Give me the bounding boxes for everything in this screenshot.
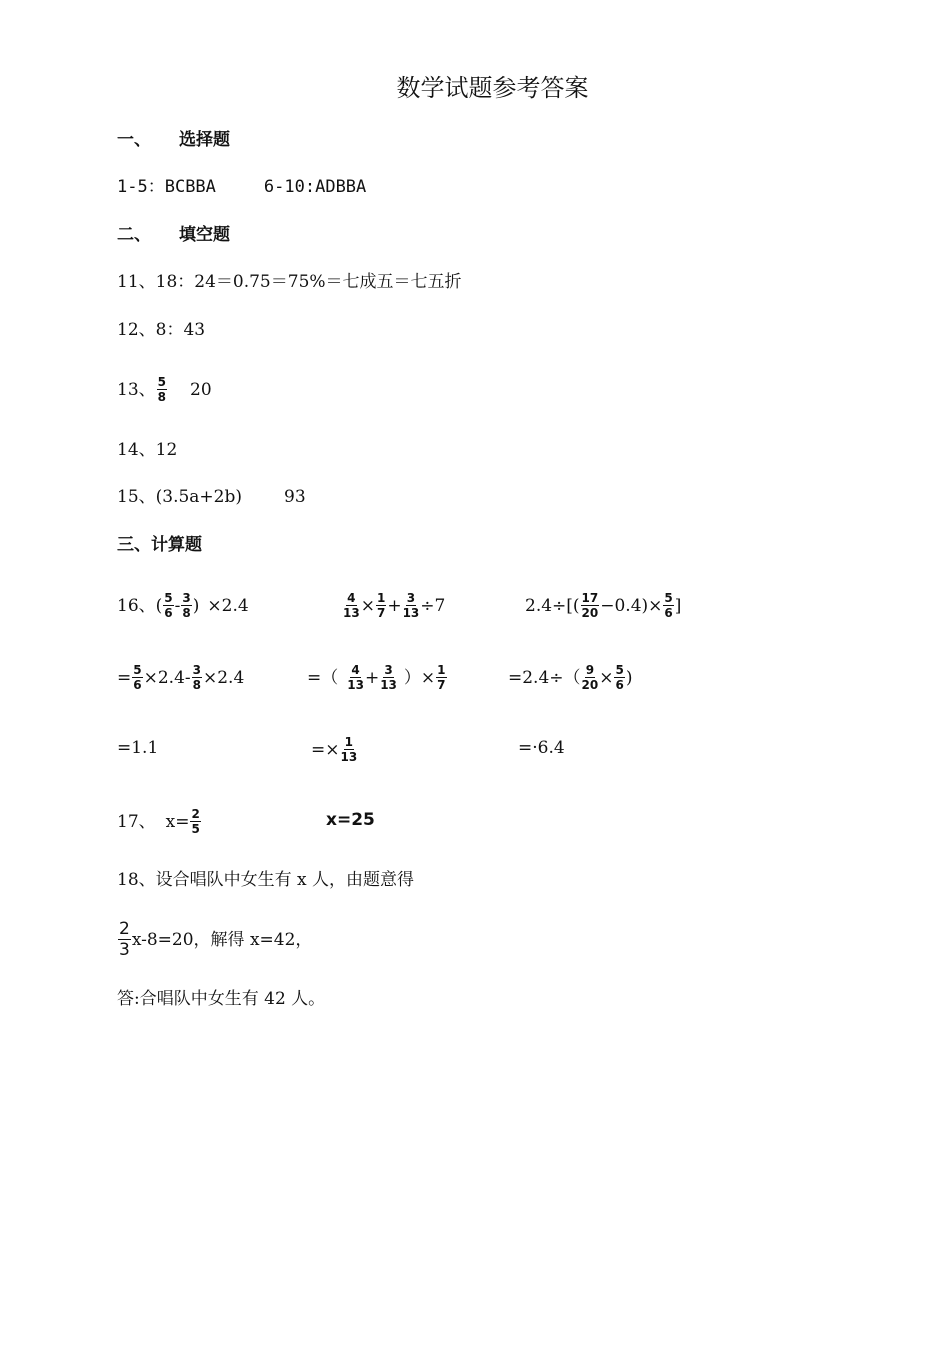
- denominator: 13: [347, 678, 364, 692]
- numerator: 2: [191, 807, 200, 821]
- answer-18-setup: 18、设合唱队中女生有 x 人，由题意得: [117, 870, 415, 890]
- fraction: [181, 592, 191, 619]
- equals-sign: =: [117, 667, 132, 688]
- calc-16-result-2: [311, 736, 358, 763]
- answer-17-second: x=25: [326, 810, 375, 830]
- answer-15: [117, 485, 306, 509]
- numerator: 2: [119, 919, 130, 939]
- fraction: [157, 376, 167, 403]
- denominator: 7: [376, 606, 386, 620]
- expression-tail: ÷7: [420, 595, 446, 616]
- fraction: [341, 736, 358, 763]
- expression-tail: ×2.4: [203, 667, 245, 688]
- numerator: 1: [344, 735, 354, 749]
- calc-16-result-1: =1.1: [117, 738, 159, 758]
- denominator: 5: [191, 822, 200, 836]
- choice-range-2: 6-10:: [263, 177, 316, 197]
- section-name: 选择题: [179, 130, 230, 150]
- numerator: 3: [384, 663, 393, 677]
- bracket-close: ]: [674, 595, 682, 616]
- calc-16-problem-2: [342, 592, 445, 619]
- answer-14: 14、12: [117, 440, 178, 460]
- fraction: [380, 664, 397, 691]
- fraction: [163, 592, 173, 619]
- calc-16-problem-1: [117, 592, 249, 619]
- denominator: 6: [164, 606, 173, 620]
- numerator: 3: [192, 663, 201, 677]
- fraction: [376, 592, 386, 619]
- paren-open: (: [155, 595, 163, 616]
- denominator: 7: [437, 678, 446, 692]
- question-number: 16、: [117, 595, 156, 616]
- answer-18-equation: [117, 920, 312, 959]
- answer-12: 12、8：43: [117, 320, 206, 340]
- page-title: 数学试题参考答案: [396, 74, 589, 102]
- expression-mid: ）×: [403, 667, 436, 688]
- expression-head: =2.4÷（: [508, 667, 581, 688]
- expression-mid: −0.4)×: [600, 595, 663, 616]
- fraction: [581, 592, 600, 619]
- numerator: 5: [664, 591, 673, 605]
- equation-text: x-8=20，解得 x=42，: [131, 929, 313, 950]
- numerator: 5: [133, 663, 142, 677]
- denominator: 6: [133, 678, 142, 692]
- section-number: 三、: [117, 535, 151, 555]
- numerator: 4: [351, 663, 360, 677]
- denominator: 13: [343, 606, 360, 620]
- plus-sign: +: [387, 595, 402, 616]
- section-number: 一、: [117, 130, 151, 150]
- calc-16-problem-3: [525, 592, 681, 619]
- paren-close: ): [625, 667, 633, 688]
- answer-13: [117, 376, 212, 403]
- fraction: [192, 664, 202, 691]
- times-sign: ×: [360, 595, 375, 616]
- numerator: 1: [376, 591, 386, 605]
- question-number: 13、: [117, 379, 156, 400]
- fraction: [190, 808, 200, 835]
- fraction: [436, 664, 446, 691]
- expression-tail: ×2.4: [207, 595, 249, 616]
- fraction: [118, 920, 131, 959]
- plus-sign: +: [364, 667, 380, 688]
- choice-range-1: 1-5：: [117, 177, 165, 197]
- denominator: 6: [615, 678, 624, 692]
- expression-head: =×: [311, 739, 340, 760]
- section-fill-heading: [117, 223, 230, 247]
- question-number: 17、: [117, 811, 156, 832]
- choice-answer-1: BCBBA: [164, 177, 216, 197]
- answer-value: 20: [190, 379, 212, 400]
- numerator: 5: [615, 663, 624, 677]
- calc-16-step-2: [307, 664, 448, 691]
- times-sign: ×: [599, 667, 614, 688]
- denominator: 3: [119, 940, 130, 960]
- numerator: 4: [347, 591, 356, 605]
- numerator: 5: [157, 375, 166, 389]
- fraction: [582, 664, 599, 691]
- denominator: 20: [581, 606, 599, 620]
- denominator: 13: [380, 678, 397, 692]
- answer-expression: 15、(3.5a+2b): [117, 487, 243, 507]
- denominator: 8: [182, 606, 191, 620]
- choice-answers: [117, 175, 366, 199]
- denominator: 8: [192, 678, 201, 692]
- expression-mid: ×2.4-: [143, 667, 191, 688]
- numerator: 17: [581, 591, 599, 605]
- expression-head: =（: [307, 667, 339, 688]
- numerator: 5: [164, 591, 173, 605]
- numerator: 3: [406, 591, 416, 605]
- denominator: 13: [340, 750, 358, 764]
- calc-16-step-1: [117, 664, 244, 691]
- fraction: [132, 664, 142, 691]
- minus-sign: -: [174, 595, 181, 616]
- answer-18-conclusion: 答:合唱队中女生有 42 人。: [117, 989, 326, 1009]
- answer-11: 11、18：24＝0.75＝75%＝七成五＝七五折: [117, 272, 462, 292]
- calc-16-step-3: [508, 664, 632, 691]
- expression-head: 2.4÷[(: [525, 595, 580, 616]
- section-choice-heading: [117, 128, 230, 152]
- calc-16-result-3: =·6.4: [518, 738, 565, 758]
- fraction: [614, 664, 624, 691]
- fraction: [663, 592, 673, 619]
- fraction: [347, 664, 364, 691]
- numerator: 1: [437, 663, 446, 677]
- section-name: 计算题: [151, 535, 202, 555]
- choice-answer-2: ADBBA: [315, 177, 367, 197]
- equation-left: x=: [165, 811, 190, 832]
- denominator: 8: [157, 390, 166, 404]
- denominator: 13: [402, 606, 420, 620]
- section-number: 二、: [117, 225, 151, 245]
- numerator: 3: [182, 591, 191, 605]
- paren-close: ): [192, 595, 200, 616]
- answer-value: 93: [284, 487, 306, 507]
- fraction: [403, 592, 420, 619]
- fraction: [343, 592, 360, 619]
- section-calc-heading: [117, 533, 202, 557]
- section-name: 填空题: [179, 225, 230, 245]
- denominator: 20: [581, 678, 599, 692]
- denominator: 6: [664, 606, 673, 620]
- answer-17: [117, 808, 202, 835]
- numerator: 9: [585, 663, 595, 677]
